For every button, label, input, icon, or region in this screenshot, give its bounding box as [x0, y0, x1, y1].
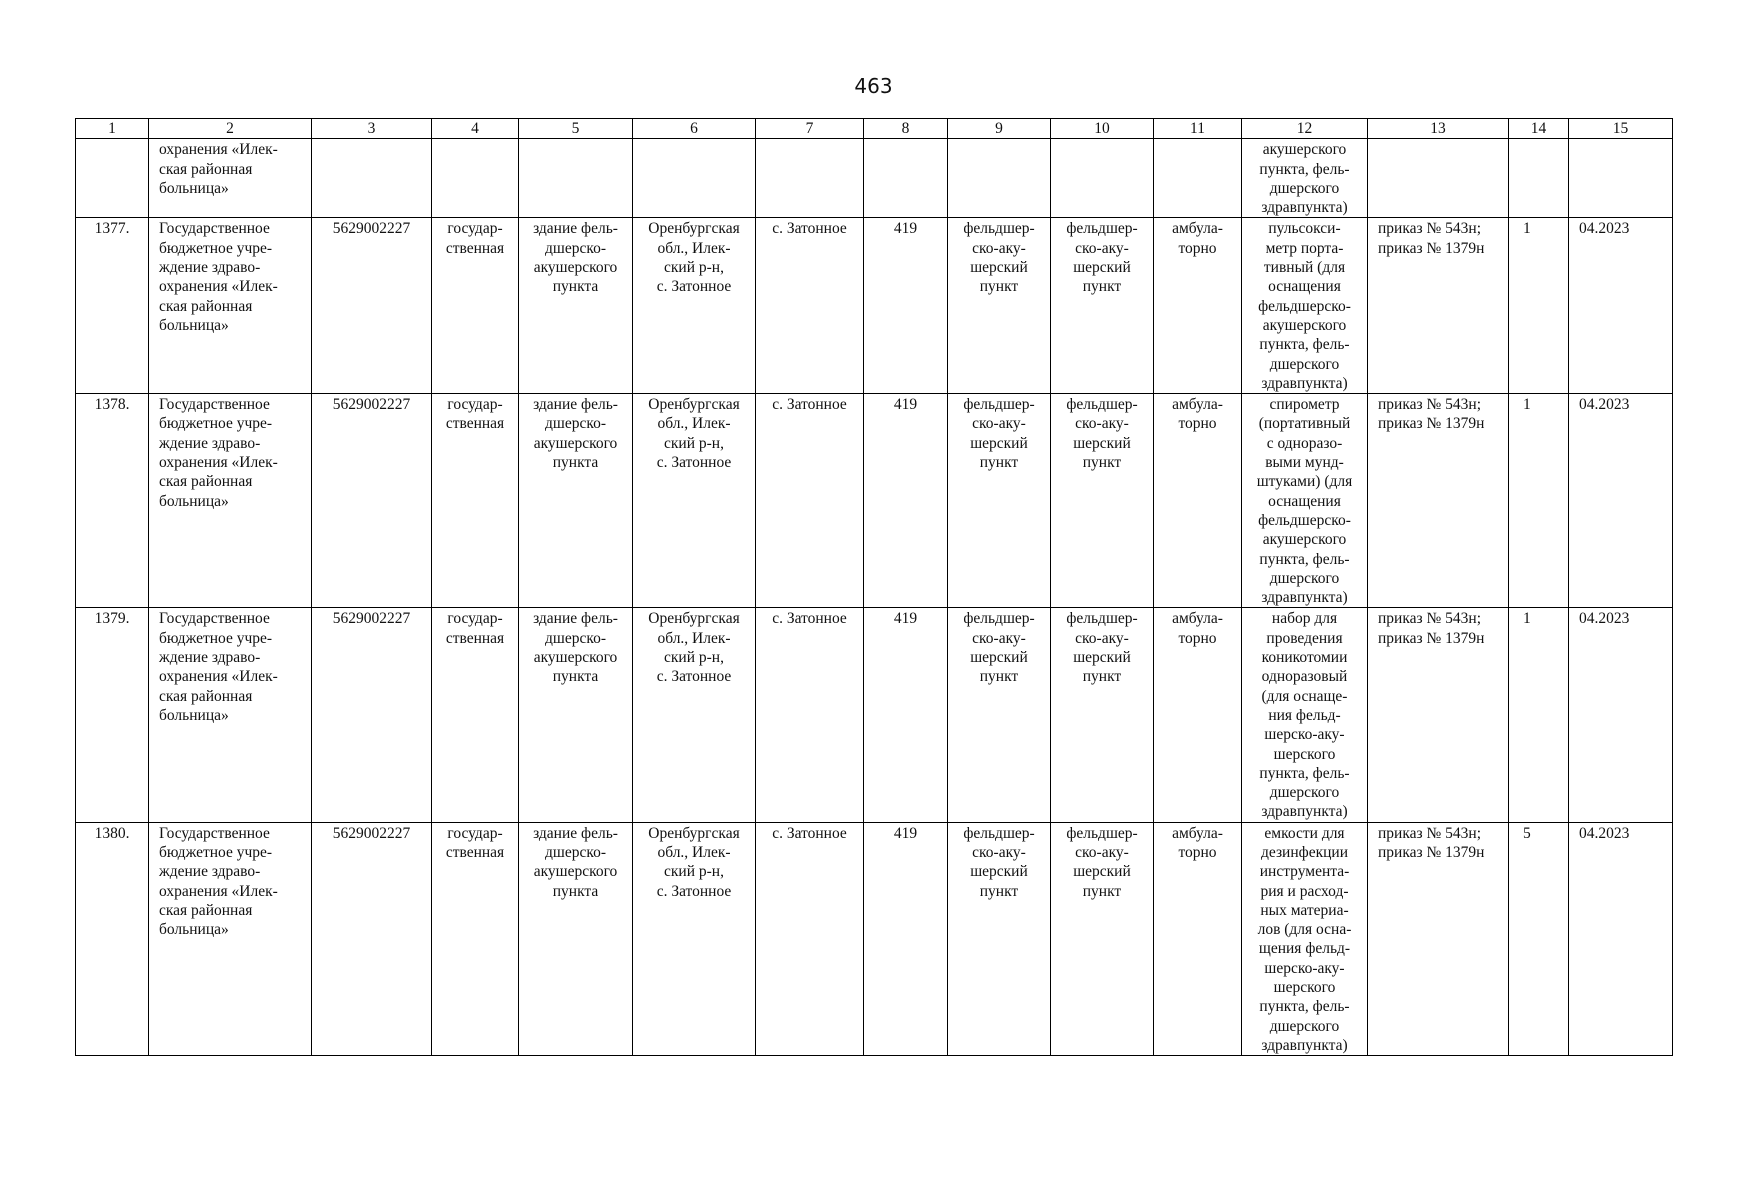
settlement-cell — [756, 139, 864, 218]
row-number-cell — [76, 139, 149, 218]
organization-name-cell — [149, 822, 312, 1056]
address-line: с. Затонное — [656, 882, 732, 900]
equipment-name-line: рия и расход- — [1260, 882, 1349, 900]
column-number-14: 14 — [1509, 119, 1569, 139]
organization-name-line: Государственное — [159, 610, 270, 628]
equipment-name-line: акушерского — [1262, 141, 1347, 159]
facility-type-line: ско-аку- — [972, 629, 1026, 647]
settlement-cell: с. Затонное — [756, 608, 864, 822]
equipment-name-line: набор для — [1271, 610, 1338, 628]
row-number-cell: 1377. — [76, 218, 149, 394]
column-number-6: 6 — [633, 119, 756, 139]
facility-type-target-line: шерский — [1073, 434, 1131, 452]
column-number-1: 1 — [76, 119, 149, 139]
address-line: обл., Илек- — [657, 629, 731, 647]
organization-name-line: больница» — [159, 492, 229, 510]
facility-type-target-line: шерский — [1073, 259, 1131, 277]
care-condition-cell — [1154, 822, 1242, 1056]
facility-type-target-line: ско-аку- — [1075, 843, 1129, 861]
facility-building-cell — [519, 822, 633, 1056]
equipment-name-line: пульсокси- — [1268, 220, 1341, 238]
equipment-name-line: лов (для осна- — [1257, 921, 1352, 939]
due-date-cell — [1569, 139, 1673, 218]
address-line: обл., Илек- — [657, 843, 731, 861]
care-condition-cell — [1154, 218, 1242, 394]
facility-type-line: ско-аку- — [972, 239, 1026, 257]
organization-name-line: Государственное — [159, 824, 270, 842]
column-number-15: 15 — [1569, 119, 1673, 139]
facility-type-line: шерский — [970, 259, 1028, 277]
equipment-name-line: пункта, фель- — [1259, 764, 1350, 782]
ownership-form-cell — [432, 139, 519, 218]
order-reference-line: приказ № 1379н — [1378, 415, 1485, 433]
facility-building-cell — [519, 608, 633, 822]
organization-name-line: ская районная — [159, 160, 253, 178]
column-number-12: 12 — [1242, 119, 1368, 139]
facility-type-target-cell — [1051, 822, 1154, 1056]
facility-type-target-line: пункт — [1082, 278, 1122, 296]
address-line: Оренбургская — [648, 396, 740, 414]
organization-name-line: бюджетное учре- — [159, 239, 273, 257]
population-cell — [864, 139, 948, 218]
table-row — [76, 394, 1673, 608]
equipment-name-line: дшерского — [1269, 355, 1340, 373]
organization-name-line: охранения «Илек- — [159, 278, 278, 296]
equipment-name-line: емкости для — [1264, 824, 1345, 842]
equipment-name-line: проведения — [1266, 629, 1343, 647]
equipment-name-line: акушерского — [1262, 316, 1347, 334]
address-line: обл., Илек- — [657, 239, 731, 257]
facility-building-cell — [519, 139, 633, 218]
settlement-cell: с. Затонное — [756, 394, 864, 608]
facility-type-target-line: фельдшер- — [1066, 610, 1138, 628]
address-line: с. Затонное — [656, 668, 732, 686]
organization-name-line: ждение здраво- — [159, 649, 261, 667]
facility-type-line: пункт — [979, 454, 1019, 472]
equipment-name-cell — [1242, 608, 1368, 822]
table-row — [76, 822, 1673, 1056]
column-number-13: 13 — [1368, 119, 1509, 139]
organization-name-line: бюджетное учре- — [159, 843, 273, 861]
facility-type-target-line: пункт — [1082, 882, 1122, 900]
ownership-form-cell — [432, 822, 519, 1056]
due-date-cell: 04.2023 — [1569, 218, 1673, 394]
address-line: ский р-н, — [664, 434, 724, 452]
facility-type-target-line: шерский — [1073, 649, 1131, 667]
facility-type-line: ско-аку- — [972, 843, 1026, 861]
organization-name-line: больница» — [159, 921, 229, 939]
equipment-name-line: здравпункта) — [1261, 374, 1348, 392]
facility-type-line: пункт — [979, 882, 1019, 900]
facility-type-target-line: шерский — [1073, 863, 1131, 881]
facility-type-cell — [948, 822, 1051, 1056]
organization-name-line: охранения «Илек- — [159, 882, 278, 900]
facility-type-line: пункт — [979, 668, 1019, 686]
equipment-name-line: ния фельд- — [1268, 706, 1341, 724]
organization-name-line: больница» — [159, 706, 229, 724]
facility-type-target-line: фельдшер- — [1066, 824, 1138, 842]
organization-name-line: бюджетное учре- — [159, 415, 273, 433]
facility-type-cell — [948, 394, 1051, 608]
care-condition-line: амбула- — [1172, 824, 1223, 842]
facility-building-cell — [519, 394, 633, 608]
inn-cell: 5629002227 — [312, 608, 432, 822]
equipment-name-line: дезинфекции — [1260, 843, 1348, 861]
care-condition-line: амбула- — [1172, 220, 1223, 238]
organization-name-line: ждение здраво- — [159, 259, 261, 277]
equipment-name-line: выми мунд- — [1265, 454, 1344, 472]
equipment-name-line: ных материа- — [1260, 901, 1349, 919]
address-line: Оренбургская — [648, 220, 740, 238]
facility-building-line: пункта — [552, 882, 599, 900]
equipment-name-line: коникотомии — [1261, 649, 1348, 667]
address-cell — [633, 608, 756, 822]
population-cell: 419 — [864, 218, 948, 394]
facility-building-line: здание фель- — [533, 824, 618, 842]
facility-type-line: шерский — [970, 863, 1028, 881]
order-reference-line: приказ № 543н; — [1378, 396, 1482, 414]
quantity-cell: 1 — [1509, 608, 1569, 822]
facility-type-cell — [948, 139, 1051, 218]
table-row — [76, 218, 1673, 394]
organization-name-line: ждение здраво- — [159, 434, 261, 452]
facility-type-target-cell — [1051, 608, 1154, 822]
due-date-cell: 04.2023 — [1569, 608, 1673, 822]
facility-building-line: здание фель- — [533, 610, 618, 628]
order-reference-cell — [1368, 394, 1509, 608]
column-number-3: 3 — [312, 119, 432, 139]
order-reference-cell — [1368, 608, 1509, 822]
ownership-form-line: государ- — [447, 824, 503, 842]
facility-type-target-cell — [1051, 139, 1154, 218]
organization-name-line: бюджетное учре- — [159, 629, 273, 647]
inn-cell: 5629002227 — [312, 822, 432, 1056]
equipment-name-line: пункта, фель- — [1259, 160, 1350, 178]
organization-name-cell — [149, 139, 312, 218]
facility-building-line: пункта — [552, 278, 599, 296]
equipment-name-line: (для оснаще- — [1261, 687, 1348, 705]
facility-type-target-line: пункт — [1082, 668, 1122, 686]
equipment-name-line: (портативный — [1258, 415, 1351, 433]
column-number-5: 5 — [519, 119, 633, 139]
care-condition-line: торно — [1178, 239, 1217, 257]
ownership-form-cell — [432, 608, 519, 822]
facility-type-line: пункт — [979, 278, 1019, 296]
order-reference-line: приказ № 543н; — [1378, 220, 1482, 238]
equipment-name-cell — [1242, 218, 1368, 394]
order-reference-line: приказ № 543н; — [1378, 610, 1482, 628]
settlement-cell: с. Затонное — [756, 218, 864, 394]
order-reference-line: приказ № 1379н — [1378, 843, 1485, 861]
organization-name-line: Государственное — [159, 396, 270, 414]
ownership-form-line: государ- — [447, 396, 503, 414]
due-date-cell: 04.2023 — [1569, 822, 1673, 1056]
equipment-name-line: дшерского — [1269, 569, 1340, 587]
organization-name-line: ждение здраво- — [159, 863, 261, 881]
address-cell — [633, 822, 756, 1056]
care-condition-line: амбула- — [1172, 396, 1223, 414]
address-cell — [633, 218, 756, 394]
equipment-name-line: пункта, фель- — [1259, 550, 1350, 568]
facility-type-target-cell — [1051, 394, 1154, 608]
inn-cell: 5629002227 — [312, 394, 432, 608]
equipment-name-line: с одноразо- — [1266, 434, 1343, 452]
quantity-cell: 1 — [1509, 218, 1569, 394]
ownership-form-line: ственная — [445, 629, 505, 647]
address-line: с. Затонное — [656, 454, 732, 472]
equipment-name-line: оснащения — [1268, 278, 1341, 296]
facility-building-line: дшерско- — [545, 239, 606, 257]
organization-name-line: ская районная — [159, 473, 253, 491]
equipment-name-line: метр порта- — [1265, 239, 1344, 257]
population-cell: 419 — [864, 394, 948, 608]
facility-building-line: здание фель- — [533, 220, 618, 238]
equipment-name-cell — [1242, 822, 1368, 1056]
facility-building-line: акушерского — [533, 649, 618, 667]
facility-type-line: шерский — [970, 434, 1028, 452]
facility-type-line: ско-аку- — [972, 415, 1026, 433]
column-number-9: 9 — [948, 119, 1051, 139]
care-condition-cell — [1154, 139, 1242, 218]
registry-table — [75, 118, 1673, 1056]
table-row — [76, 608, 1673, 822]
equipment-name-line: здравпункта) — [1261, 199, 1348, 217]
facility-type-cell — [948, 218, 1051, 394]
facility-type-line: шерский — [970, 649, 1028, 667]
facility-type-target-line: ско-аку- — [1075, 415, 1129, 433]
equipment-name-line: спирометр — [1269, 396, 1340, 414]
column-number-4: 4 — [432, 119, 519, 139]
facility-building-line: пункта — [552, 668, 599, 686]
quantity-cell: 5 — [1509, 822, 1569, 1056]
organization-name-line: охранения «Илек- — [159, 668, 278, 686]
quantity-cell: 1 — [1509, 394, 1569, 608]
organization-name-line: ская районная — [159, 901, 253, 919]
address-line: Оренбургская — [648, 824, 740, 842]
column-number-row — [76, 119, 1673, 139]
address-cell — [633, 394, 756, 608]
settlement-cell: с. Затонное — [756, 822, 864, 1056]
facility-type-cell — [948, 608, 1051, 822]
ownership-form-line: государ- — [447, 220, 503, 238]
organization-name-line: больница» — [159, 179, 229, 197]
column-number-10: 10 — [1051, 119, 1154, 139]
equipment-name-line: щения фельд- — [1258, 940, 1351, 958]
organization-name-line: ская районная — [159, 297, 253, 315]
page-number: 463 — [854, 74, 893, 98]
equipment-name-line: пункта, фель- — [1259, 336, 1350, 354]
equipment-name-line: шерского — [1273, 745, 1336, 763]
row-number-cell: 1379. — [76, 608, 149, 822]
equipment-name-line: тивный (для — [1263, 259, 1346, 277]
equipment-name-line: шерского — [1273, 979, 1336, 997]
equipment-name-line: здравпункта) — [1261, 589, 1348, 607]
order-reference-cell — [1368, 822, 1509, 1056]
ownership-form-line: ственная — [445, 239, 505, 257]
facility-building-line: акушерского — [533, 434, 618, 452]
equipment-name-line: шерско-аку- — [1264, 726, 1345, 744]
equipment-name-line: одноразовый — [1261, 668, 1348, 686]
row-number-cell: 1380. — [76, 822, 149, 1056]
column-number-11: 11 — [1154, 119, 1242, 139]
column-number-7: 7 — [756, 119, 864, 139]
equipment-name-line: фельдшерско- — [1258, 297, 1351, 315]
row-number-cell: 1378. — [76, 394, 149, 608]
facility-type-line: фельдшер- — [963, 396, 1035, 414]
equipment-name-line: дшерского — [1269, 179, 1340, 197]
due-date-cell: 04.2023 — [1569, 394, 1673, 608]
organization-name-line: охранения «Илек- — [159, 454, 278, 472]
column-number-2: 2 — [149, 119, 312, 139]
equipment-name-line: пункта, фель- — [1259, 998, 1350, 1016]
care-condition-line: торно — [1178, 843, 1217, 861]
organization-name-line: охранения «Илек- — [159, 141, 278, 159]
facility-building-line: акушерского — [533, 863, 618, 881]
order-reference-line: приказ № 1379н — [1378, 239, 1485, 257]
equipment-name-line: дшерского — [1269, 784, 1340, 802]
care-condition-cell — [1154, 394, 1242, 608]
facility-building-cell — [519, 218, 633, 394]
order-reference-line: приказ № 1379н — [1378, 629, 1485, 647]
organization-name-cell — [149, 218, 312, 394]
ownership-form-cell — [432, 394, 519, 608]
address-cell — [633, 139, 756, 218]
facility-type-target-line: пункт — [1082, 454, 1122, 472]
address-line: с. Затонное — [656, 278, 732, 296]
care-condition-cell — [1154, 608, 1242, 822]
order-reference-cell — [1368, 139, 1509, 218]
equipment-name-line: акушерского — [1262, 531, 1347, 549]
organization-name-cell — [149, 394, 312, 608]
equipment-name-cell — [1242, 394, 1368, 608]
table-body — [76, 119, 1673, 1056]
inn-cell: 5629002227 — [312, 218, 432, 394]
equipment-name-line: здравпункта) — [1261, 1036, 1348, 1054]
facility-building-line: дшерско- — [545, 843, 606, 861]
facility-type-target-line: фельдшер- — [1066, 220, 1138, 238]
equipment-name-line: дшерского — [1269, 1017, 1340, 1035]
organization-name-line: больница» — [159, 316, 229, 334]
address-line: ский р-н, — [664, 863, 724, 881]
inn-cell — [312, 139, 432, 218]
facility-building-line: акушерского — [533, 259, 618, 277]
equipment-name-line: оснащения — [1268, 492, 1341, 510]
quantity-cell — [1509, 139, 1569, 218]
organization-name-line: Государственное — [159, 220, 270, 238]
population-cell: 419 — [864, 608, 948, 822]
population-cell: 419 — [864, 822, 948, 1056]
facility-building-line: дшерско- — [545, 629, 606, 647]
care-condition-line: торно — [1178, 629, 1217, 647]
ownership-form-cell — [432, 218, 519, 394]
facility-type-line: фельдшер- — [963, 824, 1035, 842]
ownership-form-line: государ- — [447, 610, 503, 628]
equipment-name-line: здравпункта) — [1261, 803, 1348, 821]
facility-building-line: пункта — [552, 454, 599, 472]
ownership-form-line: ственная — [445, 415, 505, 433]
equipment-name-cell — [1242, 139, 1368, 218]
facility-building-line: здание фель- — [533, 396, 618, 414]
facility-type-line: фельдшер- — [963, 610, 1035, 628]
care-condition-line: амбула- — [1172, 610, 1223, 628]
facility-type-target-line: ско-аку- — [1075, 239, 1129, 257]
equipment-name-line: штуками) (для — [1256, 473, 1353, 491]
equipment-name-line: фельдшерско- — [1258, 511, 1351, 529]
address-line: обл., Илек- — [657, 415, 731, 433]
address-line: ский р-н, — [664, 259, 724, 277]
facility-type-target-line: фельдшер- — [1066, 396, 1138, 414]
equipment-name-line: шерско-аку- — [1264, 959, 1345, 977]
address-line: ский р-н, — [664, 649, 724, 667]
order-reference-cell — [1368, 218, 1509, 394]
facility-type-line: фельдшер- — [963, 220, 1035, 238]
care-condition-line: торно — [1178, 415, 1217, 433]
organization-name-cell — [149, 608, 312, 822]
column-number-8: 8 — [864, 119, 948, 139]
address-line: Оренбургская — [648, 610, 740, 628]
table-row — [76, 139, 1673, 218]
facility-type-target-cell — [1051, 218, 1154, 394]
order-reference-line: приказ № 543н; — [1378, 824, 1482, 842]
organization-name-line: ская районная — [159, 687, 253, 705]
facility-building-line: дшерско- — [545, 415, 606, 433]
equipment-name-line: инструмента- — [1259, 863, 1350, 881]
facility-type-target-line: ско-аку- — [1075, 629, 1129, 647]
ownership-form-line: ственная — [445, 843, 505, 861]
